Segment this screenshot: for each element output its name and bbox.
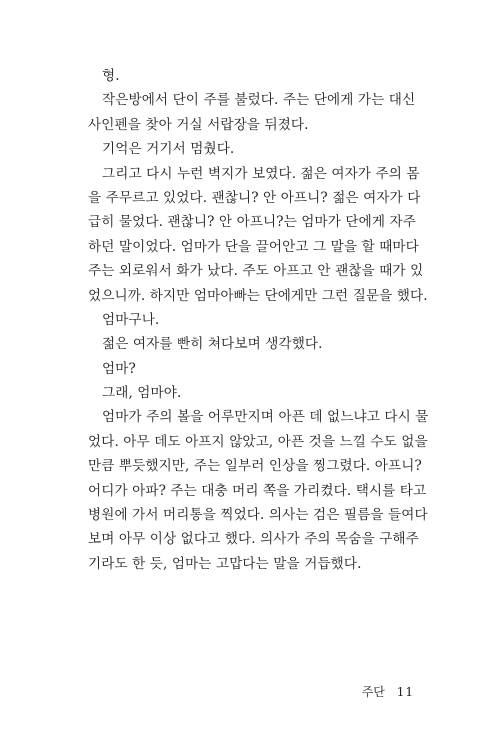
paragraph-line: 어디가 아파? 주는 대충 머리 쪽을 가리켰다. 택시를 타고 bbox=[88, 482, 427, 499]
section-title: 주단 bbox=[361, 685, 385, 699]
paragraph-line: 그래, 엄마야. bbox=[102, 385, 182, 402]
paragraph-line: 엄마가 주의 볼을 어루만지며 아픈 데 없느냐고 다시 물 bbox=[102, 409, 429, 426]
paragraph-line: 사인펜을 찾아 거실 서랍장을 뒤졌다. bbox=[88, 116, 309, 133]
paragraph-line: 급히 물었다. 괜찮니? 안 아프니?는 엄마가 단에게 자주 bbox=[88, 214, 417, 231]
paragraph-line: 주는 외로워서 화가 났다. 주도 아프고 안 괜찮을 때가 있 bbox=[88, 263, 424, 280]
paragraph-line: 젊은 여자를 빤히 쳐다보며 생각했다. bbox=[102, 336, 323, 353]
paragraph-line: 하던 말이었다. 엄마가 단을 끌어안고 그 말을 할 때마다 bbox=[88, 238, 419, 255]
paragraph-line: 었으니까. 하지만 엄마아빠는 단에게만 그런 질문을 했다. bbox=[88, 287, 428, 304]
paragraph-line: 기억은 거기서 멈췄다. bbox=[102, 141, 235, 158]
body-text bbox=[88, 64, 429, 576]
paragraph-line: 형. bbox=[102, 68, 120, 84]
paragraph-line: 엄마? bbox=[102, 360, 136, 377]
page-number: 11 bbox=[396, 685, 414, 699]
paragraph-line: 그리고 다시 누런 벽지가 보였다. 젊은 여자가 주의 몸 bbox=[102, 165, 420, 182]
paragraph-line: 기라도 한 듯, 엄마는 고맙다는 말을 거듭했다. bbox=[88, 555, 362, 572]
paragraph-line: 었다. 아무 데도 아프지 않았고, 아픈 것을 느낄 수도 없을 bbox=[88, 433, 428, 450]
paragraph-line: 보며 아무 이상 없다고 했다. 의사가 주의 목숨을 구해주 bbox=[88, 531, 419, 548]
page-footer bbox=[362, 683, 414, 700]
paragraph-line: 작은방에서 단이 주를 불렀다. 주는 단에게 가는 대신 bbox=[102, 92, 416, 109]
paragraph-line: 만큼 뿌듯했지만, 주는 일부러 인상을 찡그렸다. 아프니? bbox=[88, 458, 422, 475]
paragraph-line: 병원에 가서 머리통을 찍었다. 의사는 검은 필름을 들여다 bbox=[88, 507, 428, 524]
paragraph-line: 엄마구나. bbox=[102, 311, 160, 328]
paragraph-line: 을 주무르고 있었다. 괜찮니? 안 아프니? 젊은 여자가 다 bbox=[88, 189, 421, 206]
